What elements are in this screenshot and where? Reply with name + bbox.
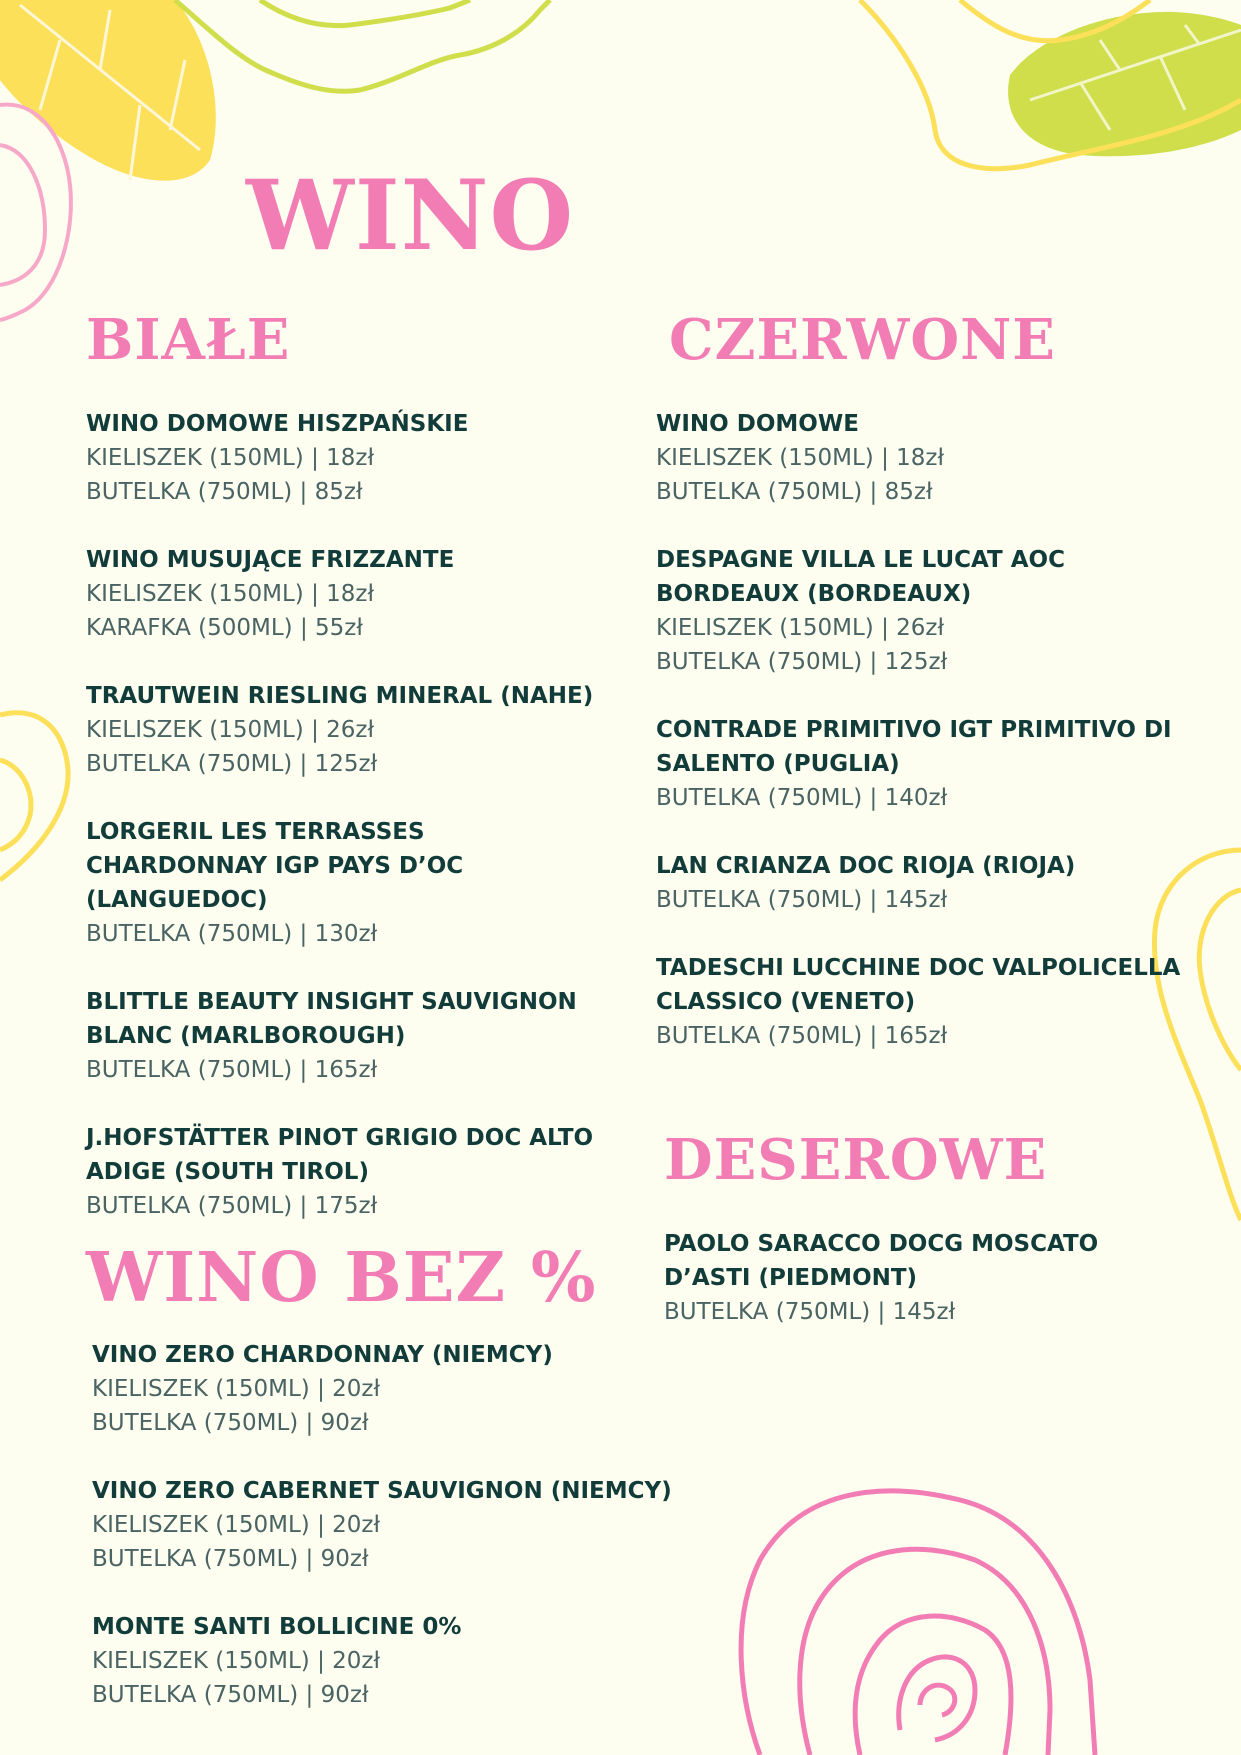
item-name: TRAUTWEIN RIESLING MINERAL (NAHE) (86, 683, 594, 709)
list-item (86, 815, 606, 951)
item-price: BUTELKA (750ML) | 165zł (86, 1057, 378, 1083)
item-price: KARAFKA (500ML) | 55zł (86, 615, 363, 641)
list-item (86, 543, 606, 645)
yellow-outline-left-middle-inner (0, 760, 31, 850)
item-price: BUTELKA (750ML) | 140zł (656, 785, 948, 811)
item-price: KIELISZEK (150ML) | 20zł (92, 1648, 381, 1674)
item-name: DESPAGNE VILLA LE LUCAT AOC BORDEAUX (BORDEAUX) (656, 547, 1065, 607)
list-item (86, 1121, 606, 1223)
item-name: WINO DOMOWE (656, 411, 859, 437)
section-title-czerwone: CZERWONE (669, 307, 1056, 373)
item-price: KIELISZEK (150ML) | 18zł (86, 581, 375, 607)
item-price: BUTELKA (750ML) | 90zł (92, 1682, 369, 1708)
item-price: KIELISZEK (150ML) | 26zł (86, 717, 375, 743)
item-name: PAOLO SARACCO DOCG MOSCATO D’ASTI (PIEDMONT) (664, 1231, 1099, 1291)
item-name: WINO DOMOWE HISZPAŃSKIE (86, 411, 469, 437)
item-price: BUTELKA (750ML) | 165zł (656, 1023, 948, 1049)
list-item (664, 1227, 1184, 1329)
item-price: BUTELKA (750ML) | 125zł (86, 751, 378, 777)
item-price: BUTELKA (750ML) | 130zł (86, 921, 378, 947)
list-czerwone (656, 407, 1196, 1087)
yellow-wave-top (175, 0, 550, 91)
list-item (92, 1338, 672, 1440)
item-name: LAN CRIANZA DOC RIOJA (RIOJA) (656, 853, 1076, 879)
yellow-outline-right-middle-inner (1199, 890, 1241, 1070)
item-price: BUTELKA (750ML) | 145zł (664, 1299, 956, 1325)
list-item (86, 407, 606, 509)
list-item (92, 1610, 672, 1712)
section-title-deserowe: DESEROWE (664, 1127, 1048, 1193)
item-name: VINO ZERO CABERNET SAUVIGNON (NIEMCY) (92, 1478, 672, 1504)
yellow-outline-left-middle (0, 713, 68, 880)
item-price: KIELISZEK (150ML) | 18zł (86, 445, 375, 471)
item-name: MONTE SANTI BOLLICINE 0% (92, 1614, 462, 1640)
item-price: BUTELKA (750ML) | 145zł (656, 887, 948, 913)
list-deserowe (664, 1227, 1184, 1363)
list-item (86, 679, 606, 781)
list-item (86, 985, 606, 1087)
item-price: BUTELKA (750ML) | 85zł (656, 479, 933, 505)
list-wino-bez (92, 1338, 672, 1746)
item-price: BUTELKA (750ML) | 85zł (86, 479, 363, 505)
item-price: KIELISZEK (150ML) | 18zł (656, 445, 945, 471)
item-name: BLITTLE BEAUTY INSIGHT SAUVIGNON BLANC (MARLBOROUGH) (86, 989, 577, 1049)
section-title-wino-bez: WINO BEZ % (86, 1238, 597, 1318)
item-name: WINO MUSUJĄCE FRIZZANTE (86, 547, 455, 573)
item-name: LORGERIL LES TERRASSES CHARDONNAY IGP PAYS D’OC (LANGUEDOC) (86, 819, 464, 913)
item-price: BUTELKA (750ML) | 125zł (656, 649, 948, 675)
item-name: VINO ZERO CHARDONNAY (NIEMCY) (92, 1342, 553, 1368)
pink-outline-left-inner (0, 145, 45, 285)
lime-leaf-top-right (1008, 12, 1241, 156)
pink-contour-bottom-right (741, 1491, 1095, 1755)
list-item (656, 951, 1196, 1053)
list-item (656, 713, 1196, 815)
item-price: BUTELKA (750ML) | 175zł (86, 1193, 378, 1219)
yellow-leaf-top-left (0, 0, 216, 181)
item-price: KIELISZEK (150ML) | 26zł (656, 615, 945, 641)
item-price: BUTELKA (750ML) | 90zł (92, 1410, 369, 1436)
list-item (656, 543, 1196, 679)
item-name: J.HOFSTÄTTER PINOT GRIGIO DOC ALTO ADIGE (SOUTH TIROL) (86, 1125, 594, 1185)
page-title: WINO (246, 159, 575, 272)
section-title-biale: BIAŁE (86, 307, 291, 373)
list-item (656, 849, 1196, 917)
list-item (656, 407, 1196, 509)
list-biale (86, 407, 606, 1257)
item-name: TADESCHI LUCCHINE DOC VALPOLICELLA CLASSICO (VENETO) (656, 955, 1181, 1015)
item-price: KIELISZEK (150ML) | 20zł (92, 1376, 381, 1402)
item-name: CONTRADE PRIMITIVO IGT PRIMITIVO DI SALENTO (PUGLIA) (656, 717, 1172, 777)
list-item (92, 1474, 672, 1576)
item-price: BUTELKA (750ML) | 90zł (92, 1546, 369, 1572)
item-price: KIELISZEK (150ML) | 20zł (92, 1512, 381, 1538)
